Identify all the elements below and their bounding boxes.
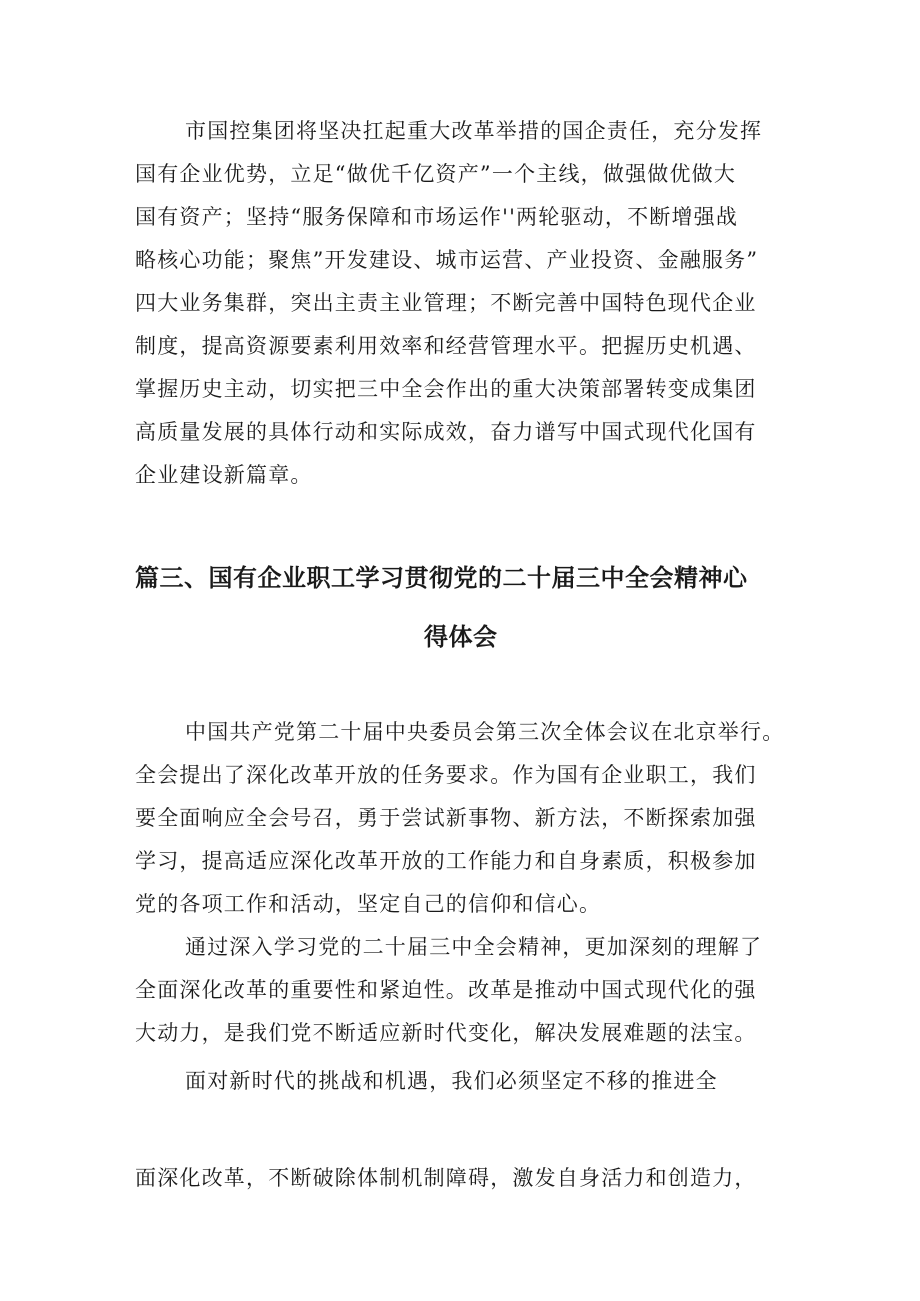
text-line: 国有企业优势，立足“做优千亿资产”一个主线，做强做优做大: [135, 162, 737, 186]
text-line: 面对新时代的挑战和机遇，我们必须坚定不移的推进全: [185, 1069, 718, 1093]
text-line: 高质量发展的具体行动和实际成效，奋力谱写中国式现代化国有: [135, 420, 757, 444]
text-line: 党的各项工作和活动，坚定自己的信仰和信心。: [135, 892, 602, 916]
text-line: 掌握历史主动，切实把三中全会作出的重大决策部署转变成集团: [135, 377, 757, 401]
text-line: 要全面响应全会号召，勇于尝试新事物、新方法，不断探索加强: [135, 806, 757, 830]
text-line: 市国控集团将坚决扛起重大改革举措的国企责任，充分发挥: [185, 119, 763, 143]
text-line: 四大业务集群，突出主责主业管理；不断完善中国特色现代企业: [135, 291, 757, 315]
text-line: 国有资产；坚持“服务保障和市场运作''两轮驱动，不断增强战: [135, 205, 739, 229]
text-line: 面深化改革，不断破除体制机制障碍，激发自身活力和创造力，: [135, 1166, 757, 1190]
text-line: 学习，提高适应深化改革开放的工作能力和自身素质，积极参加: [135, 849, 757, 873]
text-line: 中国共产党第二十届中央委员会第三次全体会议在北京举行。: [185, 720, 785, 744]
heading-line-2: 得体会: [424, 623, 498, 651]
text-line: 全会提出了深化改革开放的任务要求。作为国有企业职工，我们: [135, 763, 757, 787]
text-line: 通过深入学习党的二十届三中全会精神，更加深刻的理解了: [185, 935, 763, 959]
text-line: 略核心功能；聚焦”开发建设、城市运营、产业投资、金融服务”: [135, 248, 759, 272]
text-line: 企业建设新篇章。: [135, 463, 313, 487]
heading-line-1: 篇三、国有企业职工学习贯彻党的二十届三中全会精神心: [135, 564, 748, 592]
text-line: 制度，提高资源要素利用效率和经营管理水平。把握历史机遇、: [135, 334, 757, 358]
text-line: 大动力，是我们党不断适应新时代变化，解决发展难题的法宝。: [135, 1021, 757, 1045]
text-line: 全面深化改革的重要性和紧迫性。改革是推动中国式现代化的强: [135, 978, 757, 1002]
